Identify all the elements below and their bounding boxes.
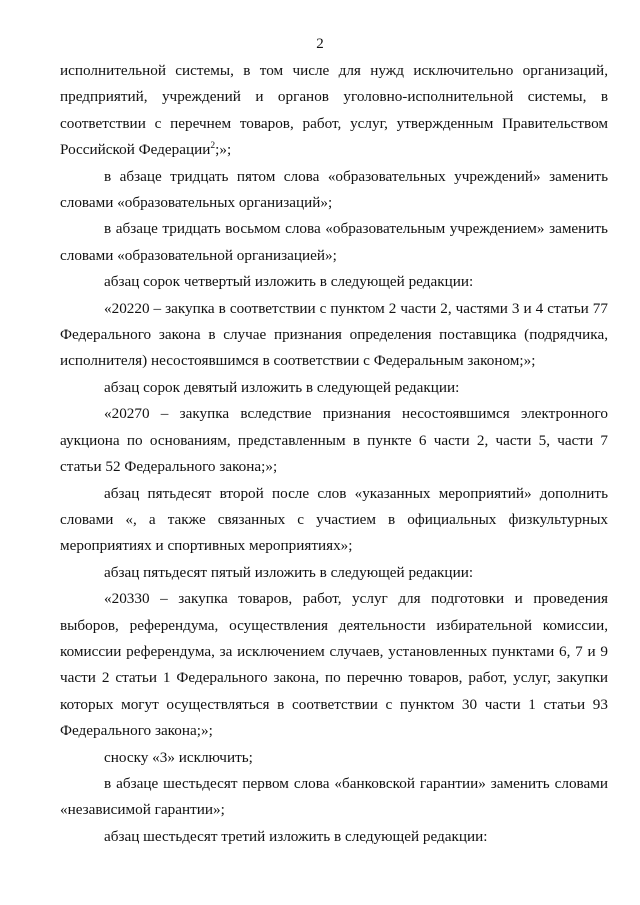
paragraph: «20220 – закупка в соответствии с пунктом 2 части 2, частями 3 и 4 статьи 77 Федерального закона в случае признания определения поставщика (подрядчика, исполнителя) несостоявшимся в соответствии с Федеральным законом;»; [60, 299, 608, 370]
paragraph: в абзаце тридцать пятом слова «образовательных учреждений» заменить словами «образовательных организаций»; [60, 167, 608, 212]
paragraph: сноску «3» исключить; [104, 748, 253, 766]
paragraph: абзац пятьдесят второй после слов «указанных мероприятий» дополнить словами «, а также связанных с участием в официальных физкультурных мероприятиях и спортивных мероприятиях»; [60, 484, 608, 555]
paragraph: абзац пятьдесят пятый изложить в следующей редакции: [104, 563, 474, 581]
paragraph: в абзаце шестьдесят первом слова «банковской гарантии» заменить словами «независимой гарантии»; [60, 774, 608, 819]
paragraph: абзац сорок девятый изложить в следующей редакции: [104, 378, 460, 396]
page-number: 2 [316, 36, 324, 52]
paragraph: в абзаце тридцать восьмом слова «образовательным учреждением» заменить словами «образовательной организацией»; [60, 220, 608, 264]
document-body [60, 58, 608, 850]
paragraph: абзац сорок четвертый изложить в следующей редакции: [104, 273, 474, 291]
paragraph: исполнительной системы, в том числе для нужд исключительно организаций, предприятий, учреждений и органов уголовно-исполнительной системы, в соответствии с перечнем товаров, работ, услуг, утвержденным Правительством Российской Федерации$^2$;»; [60, 62, 608, 159]
paragraph: «20270 – закупка вследствие признания несостоявшимся электронного аукциона по основаниям, представленным в пункте 6 части 2, части 5, части 7 статьи 52 Федерального закона;»; [60, 405, 608, 476]
paragraph: абзац шестьдесят третий изложить в следующей редакции: [104, 827, 488, 845]
footnote-reference: 2 [210, 141, 216, 152]
paragraph: «20330 – закупка товаров, работ, услуг для подготовки и проведения выборов, референдума, осуществления деятельности избирательной комиссии, комиссии референдума, за исключением случаев, установленных пунктами 6, 7 и 9 части 2 статьи 1 Федерального закона, по перечню товаров, работ, услуг, закупки которых могут осуществляться в соответствии с пунктом 30 части 1 статьи 93 Федерального закона;»; [60, 590, 608, 740]
